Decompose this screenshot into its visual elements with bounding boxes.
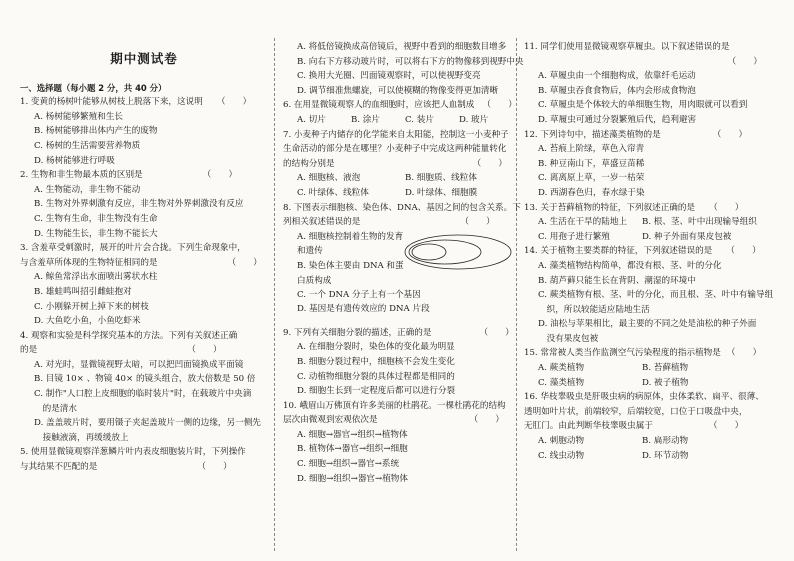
option: B. 生物对外界刺激有反应，非生物对外界刺激没有反应 <box>34 199 244 210</box>
answer-blank[interactable]: （ ） <box>202 170 238 181</box>
question-1: 1. 变黄的杨树叶能够从树枝上脱落下来，这说明 （ ） <box>20 95 268 110</box>
option-row: C. 线虫动物 D. 环节动物 <box>538 450 689 461</box>
question-7-cont: 生命活动的部分是在哪里？小麦种子中完成这两种能量转化 <box>283 144 507 155</box>
option: A. 对光时，显微镜视野太暗，可以把凹面镜换成平面镜 <box>34 359 244 370</box>
option: 白质构成 <box>297 275 332 286</box>
question-12: 12. 下列诗句中，描述藻类植物的是 （ ） <box>524 128 772 143</box>
option: C. 细胞→组织→器官→系统 <box>297 459 400 470</box>
page-title: 期中测试卷 <box>110 51 178 66</box>
option: C. 生物有生命，非生物没有生命 <box>34 213 158 224</box>
column-1 <box>20 40 268 475</box>
question-3-cont: 与含羞草所体现的生物特征相同的是 （ ） <box>20 256 268 271</box>
answer-blank[interactable]: （ ） <box>216 97 252 108</box>
option: C. 制作"人口腔上皮细胞的临时装片"时，在载玻片中央滴 <box>34 389 252 400</box>
answer-blank[interactable]: （ ） <box>197 462 232 473</box>
ellipse-nucleus <box>405 235 511 269</box>
question-14: 14. 关于植物主要类群的特征，下列叙述错误的是 （ ） <box>524 244 772 259</box>
question-16-cont: 无肛门。由此判断华枝睾吸虫属于 （ ） <box>524 419 772 434</box>
question-16-cont: 透明如叶片状，前端较窄，后端较宽，口位于口吸盘中央， <box>524 406 748 417</box>
option: C. 草履虫是个体较大的单细胞生物，用肉眼就可以看到 <box>538 100 748 111</box>
question-11: 11. 同学们使用显微镜观察草履虫。以下叙述错误的是 <box>524 42 730 52</box>
ellipse-dna <box>412 244 446 260</box>
answer-blank[interactable]: （ ） <box>482 100 517 111</box>
option-row: A. 生活在干旱的陆地上 B. 根、茎、叶中出现输导组织 <box>538 217 757 228</box>
question-4: 4. 观察和实验是科学探究基本的方法。下列有关叙述正确 <box>20 330 238 341</box>
option-row: A. 切片 B. 涂片 C. 装片 D. 玻片 <box>297 114 489 125</box>
question-15: 15. 常常被人类当作监测空气污染程度的指示植物是 （ ） <box>524 346 772 361</box>
option-row: C. 藻类植物 D. 被子植物 <box>538 377 689 388</box>
option: 接触液滴，再缓缓放上 <box>34 432 129 443</box>
option: D. 细胞→组织→器官→植物体 <box>297 473 408 484</box>
option: B. 染色体主要由 DNA 和蛋 <box>297 260 404 271</box>
option: D. 草履虫可通过分裂繁殖后代，趋利避害 <box>538 114 697 125</box>
answer-blank-row <box>524 55 772 70</box>
option: C. 离离原上草，一岁一枯荣 <box>538 173 645 184</box>
question-10-cont: 层次由微观到宏观依次是 （ ） <box>283 413 531 428</box>
option: A. 苔痕上阶绿，草色入帘青 <box>538 144 645 155</box>
option-row: C. 叶绿体、线粒体 D. 叶绿体、细胞膜 <box>297 187 478 198</box>
option-row: A. 刺胞动物 B. 扁形动物 <box>538 436 689 447</box>
question-4-cont: 的是 （ ） <box>20 343 268 358</box>
ellipse-chromosome <box>409 240 481 264</box>
option: A. 鲸鱼常浮出水面喷出雾状水柱 <box>34 272 158 283</box>
question-7-cont: 的结构分别是 （ ） <box>283 157 531 172</box>
option-row: A. 细胞核、液泡 B. 细胞质、线粒体 <box>297 173 477 184</box>
option: D. 细胞生长到一定程度后都可以进行分裂 <box>297 386 456 397</box>
question-13: 13. 关于苔藓植物的特征，下列叙述正确的是 （ ） <box>524 201 772 216</box>
option: 织，所以较能适应陆地生活 <box>538 304 650 315</box>
option: 没有果皮包被 <box>538 333 599 344</box>
option: A. 生物能动，非生物不能动 <box>34 184 141 195</box>
section-heading: 一、选择题（每小题 2 分，共 40 分） <box>20 82 167 93</box>
column-divider <box>274 38 275 551</box>
question-6: 6. 在用显微镜观察人的血细胞时，应该把人血制成 （ ） <box>283 98 531 113</box>
option: B. 目镜 10× 、物镜 40× 的镜头组合，放大倍数是 50 倍 <box>34 374 256 385</box>
option: D. 盖盖玻片时，要用镊子夹起盖玻片一侧的边缘，另一侧先 <box>34 418 261 429</box>
answer-blank[interactable]: （ ） <box>726 246 761 257</box>
option: B. 葫芦藓只能生长在背阴、潮湿的环境中 <box>538 275 696 286</box>
answer-blank[interactable]: （ ） <box>469 415 504 426</box>
option: A. 将低倍镜换成高倍镜后，视野中看到的细胞数目增多 <box>297 42 507 52</box>
option: D. 西湖春色归，春水绿于染 <box>538 187 645 198</box>
nested-ellipses <box>403 232 513 272</box>
option: C. 杨树的生活需要营养物质 <box>34 140 141 151</box>
answer-blank[interactable]: （ ） <box>708 421 744 432</box>
column-3 <box>524 40 772 463</box>
option: B. 植物体→器官→组织→细胞 <box>297 444 408 455</box>
option: D. 基因是有遗传效应的 DNA 片段 <box>297 304 430 315</box>
option: 和遗传 <box>297 246 323 257</box>
option: C. 小刚躲开树上掉下来的树枝 <box>34 301 149 312</box>
question-8-cont: 列相关叙述错误的是 （ ） <box>283 215 531 230</box>
option: C. 一个 DNA 分子上有一个基因 <box>297 289 421 300</box>
answer-blank[interactable]: （ ） <box>187 345 222 356</box>
option: D. 调节细准焦螺旋，可以使模糊的物像变得更加清晰 <box>297 85 499 96</box>
answer-blank[interactable]: （ ） <box>727 56 762 67</box>
option: A. 细胞→器官→组织→植物体 <box>297 429 408 440</box>
option-row: A. 蕨类植物 B. 苔藓植物 <box>538 363 689 374</box>
question-8: 8. 下图表示细胞核、染色体、DNA、基因之间的包含关系。下 <box>283 202 521 213</box>
option: C. 蕨类植物有根、茎、叶的分化，而且根、茎、叶中有输导组 <box>538 290 774 301</box>
answer-blank[interactable]: （ ） <box>460 217 495 228</box>
option: 的是清水 <box>34 403 77 414</box>
question-8-options-cont <box>283 288 531 317</box>
question-3: 3. 含羞草受刺激时，展开的叶片会合拢。下列生命现象中， <box>20 243 246 254</box>
question-7: 7. 小麦种子内储存的化学能来自太阳能，控制这一小麦种子 <box>283 129 509 140</box>
question-8-options <box>283 230 413 288</box>
option: B. 种豆南山下，草盛豆苗稀 <box>538 158 645 169</box>
answer-blank[interactable]: （ ） <box>709 202 744 213</box>
option: A. 在细胞分裂时，染色体的变化最为明显 <box>297 342 455 353</box>
answer-blank[interactable]: （ ） <box>712 129 748 140</box>
question-5-cont: 与其结果不匹配的是 （ ） <box>20 460 268 475</box>
option-row: C. 用孢子进行繁殖 D. 种子外面有果皮包被 <box>538 231 732 242</box>
question-9: 9. 下列有关细胞分裂的描述，正确的是 （ ） <box>283 326 531 341</box>
answer-blank[interactable]: （ ） <box>726 348 762 359</box>
question-16: 16. 华枝睾吸虫是肝吸虫病的病原体，虫体柔软、扁平、很薄、 <box>524 392 764 403</box>
option: B. 细胞分裂过程中，细胞核不会发生变化 <box>297 356 455 367</box>
option: C. 动植物细胞分裂的具体过程都是相同的 <box>297 371 455 382</box>
question-8-body <box>283 230 531 326</box>
option: B. 草履虫吞食食物后，体内会形成食物泡 <box>538 85 696 96</box>
option: A. 杨树能够繁殖和生长 <box>34 111 124 122</box>
answer-blank[interactable]: （ ） <box>479 327 514 338</box>
option: B. 雄蛙鸣叫招引雌蛙抱对 <box>34 286 132 297</box>
option: A. 藻类植物结构简单，都没有根、茎、叶的分化 <box>538 260 722 271</box>
question-2: 2. 生物和非生物最本质的区别是 （ ） <box>20 168 268 183</box>
option: D. 杨树能够进行呼吸 <box>34 155 115 166</box>
question-10: 10. 峨眉山万佛顶有许多美丽的杜鹃花。一棵杜鹃花的结构 <box>283 400 506 411</box>
answer-blank[interactable]: （ ） <box>227 257 262 268</box>
question-5: 5. 使用显微镜观察洋葱鳞片叶内表皮细胞装片时，下列操作 <box>20 447 246 458</box>
option: B. 杨树能够排出体内产生的废物 <box>34 126 158 137</box>
option: A. 草履虫由一个细胞构成，依靠纤毛运动 <box>538 71 696 82</box>
inclusion-diagram <box>403 232 513 272</box>
option: D. 大鱼吃小鱼，小鱼吃虾米 <box>34 316 141 327</box>
option: B. 向右下方移动玻片时，可以将右下方的物像移到视野中央 <box>297 56 524 67</box>
option: D. 油松与苹果相比，最主要的不同之处是油松的种子外面 <box>538 319 757 330</box>
option: C. 换用大光圈、凹面镜观察时，可以使视野变亮 <box>297 71 481 82</box>
option: D. 生物能生长，非生物不能长大 <box>34 228 158 239</box>
column-2 <box>283 40 531 486</box>
answer-blank[interactable]: （ ） <box>472 158 507 169</box>
option: A. 细胞核控制着生物的发育 <box>297 231 404 242</box>
